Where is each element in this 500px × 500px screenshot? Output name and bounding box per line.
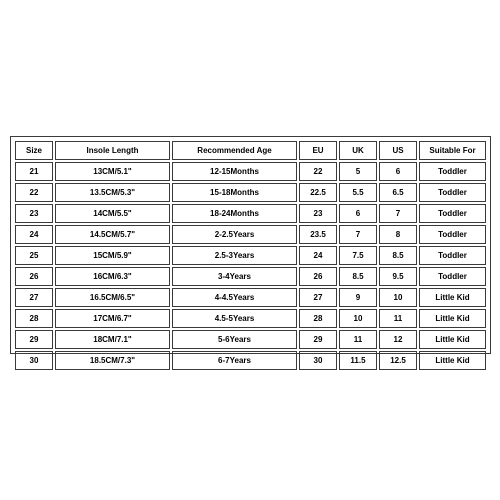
- cell-size: 28: [15, 309, 53, 328]
- cell-eu: 23.5: [299, 225, 337, 244]
- cell-uk: 11.5: [339, 351, 377, 370]
- cell-us: 6: [379, 162, 417, 181]
- cell-us: 8: [379, 225, 417, 244]
- cell-insole-length: 17CM/6.7": [55, 309, 170, 328]
- cell-insole-length: 18.5CM/7.3": [55, 351, 170, 370]
- cell-recommended-age: 12-15Months: [172, 162, 297, 181]
- cell-eu: 26: [299, 267, 337, 286]
- header-size: Size: [15, 141, 53, 160]
- cell-size: 26: [15, 267, 53, 286]
- cell-recommended-age: 4-4.5Years: [172, 288, 297, 307]
- header-insole-length: Insole Length: [55, 141, 170, 160]
- cell-suitable-for: Toddler: [419, 162, 486, 181]
- cell-suitable-for: Little Kid: [419, 330, 486, 349]
- cell-suitable-for: Toddler: [419, 246, 486, 265]
- cell-us: 10: [379, 288, 417, 307]
- cell-insole-length: 14CM/5.5": [55, 204, 170, 223]
- cell-uk: 11: [339, 330, 377, 349]
- cell-us: 8.5: [379, 246, 417, 265]
- cell-recommended-age: 5-6Years: [172, 330, 297, 349]
- table-row: [15, 162, 486, 181]
- cell-uk: 7.5: [339, 246, 377, 265]
- cell-suitable-for: Toddler: [419, 183, 486, 202]
- cell-size: 27: [15, 288, 53, 307]
- table-row: [15, 225, 486, 244]
- cell-insole-length: 13CM/5.1": [55, 162, 170, 181]
- cell-uk: 5.5: [339, 183, 377, 202]
- header-us: US: [379, 141, 417, 160]
- cell-eu: 24: [299, 246, 337, 265]
- cell-us: 12.5: [379, 351, 417, 370]
- table-row: [15, 183, 486, 202]
- cell-recommended-age: 6-7Years: [172, 351, 297, 370]
- cell-uk: 10: [339, 309, 377, 328]
- cell-insole-length: 16.5CM/6.5": [55, 288, 170, 307]
- cell-size: 29: [15, 330, 53, 349]
- cell-eu: 27: [299, 288, 337, 307]
- cell-eu: 23: [299, 204, 337, 223]
- cell-suitable-for: Little Kid: [419, 309, 486, 328]
- cell-size: 22: [15, 183, 53, 202]
- cell-insole-length: 15CM/5.9": [55, 246, 170, 265]
- cell-eu: 30: [299, 351, 337, 370]
- cell-size: 24: [15, 225, 53, 244]
- cell-uk: 7: [339, 225, 377, 244]
- cell-uk: 5: [339, 162, 377, 181]
- cell-recommended-age: 2.5-3Years: [172, 246, 297, 265]
- cell-us: 11: [379, 309, 417, 328]
- table-row: [15, 330, 486, 349]
- cell-eu: 22.5: [299, 183, 337, 202]
- cell-suitable-for: Toddler: [419, 267, 486, 286]
- table-header-row: [15, 141, 486, 160]
- cell-insole-length: 18CM/7.1": [55, 330, 170, 349]
- table-row: [15, 204, 486, 223]
- cell-eu: 22: [299, 162, 337, 181]
- cell-uk: 8.5: [339, 267, 377, 286]
- cell-size: 25: [15, 246, 53, 265]
- table-row: [15, 288, 486, 307]
- cell-uk: 9: [339, 288, 377, 307]
- table-row: [15, 246, 486, 265]
- cell-suitable-for: Toddler: [419, 204, 486, 223]
- cell-suitable-for: Little Kid: [419, 288, 486, 307]
- cell-size: 23: [15, 204, 53, 223]
- header-suitable-for: Suitable For: [419, 141, 486, 160]
- cell-insole-length: 14.5CM/5.7": [55, 225, 170, 244]
- header-recommended-age: Recommended Age: [172, 141, 297, 160]
- cell-recommended-age: 15-18Months: [172, 183, 297, 202]
- cell-recommended-age: 18-24Months: [172, 204, 297, 223]
- cell-size: 30: [15, 351, 53, 370]
- cell-size: 21: [15, 162, 53, 181]
- cell-us: 9.5: [379, 267, 417, 286]
- table-body: [15, 162, 486, 370]
- cell-suitable-for: Little Kid: [419, 351, 486, 370]
- table-row: [15, 267, 486, 286]
- table-row: [15, 309, 486, 328]
- table-row: [15, 351, 486, 370]
- header-uk: UK: [339, 141, 377, 160]
- cell-insole-length: 13.5CM/5.3": [55, 183, 170, 202]
- cell-recommended-age: 2-2.5Years: [172, 225, 297, 244]
- cell-us: 12: [379, 330, 417, 349]
- header-eu: EU: [299, 141, 337, 160]
- cell-suitable-for: Toddler: [419, 225, 486, 244]
- cell-eu: 28: [299, 309, 337, 328]
- cell-insole-length: 16CM/6.3": [55, 267, 170, 286]
- cell-recommended-age: 3-4Years: [172, 267, 297, 286]
- cell-us: 7: [379, 204, 417, 223]
- size-chart-frame: [10, 136, 491, 365]
- cell-eu: 29: [299, 330, 337, 349]
- cell-recommended-age: 4.5-5Years: [172, 309, 297, 328]
- cell-us: 6.5: [379, 183, 417, 202]
- size-chart-table: [13, 139, 488, 372]
- cell-uk: 6: [339, 204, 377, 223]
